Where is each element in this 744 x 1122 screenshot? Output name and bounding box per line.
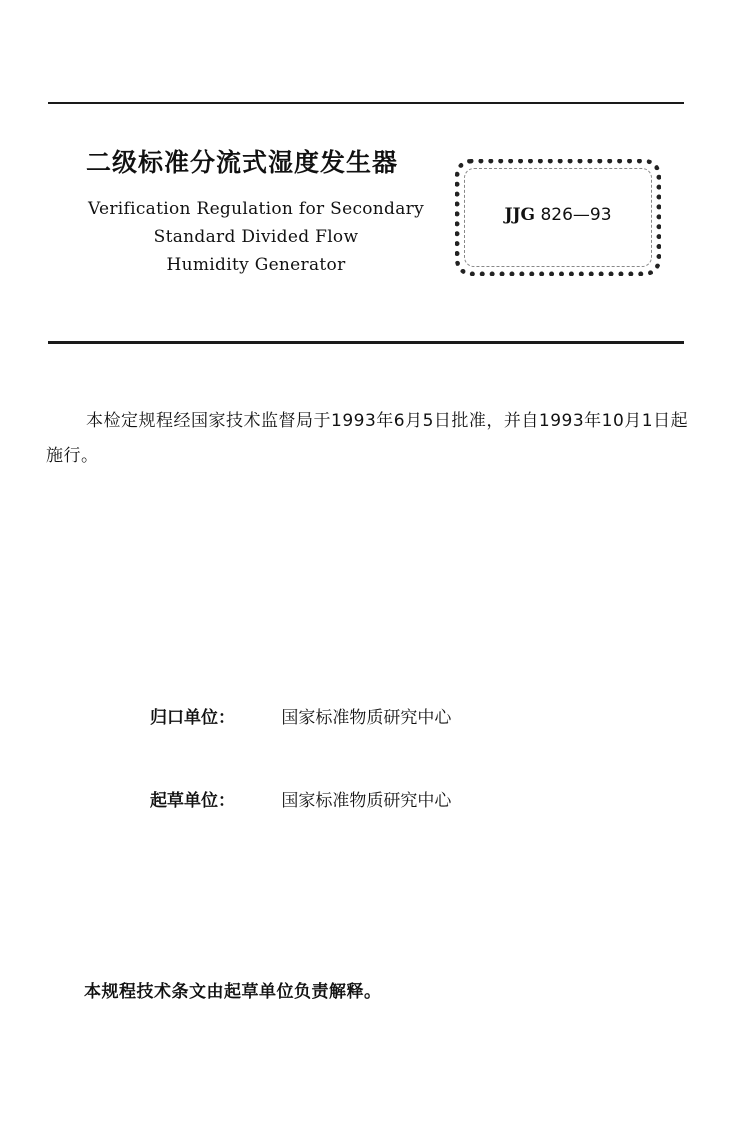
interpretation-note: 本规程技术条文由起草单位负责解释。 (84, 982, 382, 1002)
regulation-code-number: 826—93 (540, 205, 612, 225)
title-chinese: 二级标准分流式湿度发生器 (86, 148, 399, 177)
responsible-unit-row (150, 703, 451, 728)
drafting-unit-label: 起草单位： (150, 791, 235, 811)
drafting-unit-value: 国家标准物质研究中心 (281, 791, 452, 811)
top-rule (48, 102, 684, 104)
responsible-unit-label: 归口单位： (150, 708, 235, 728)
title-english (66, 195, 446, 279)
regulation-code-prefix: JJG (504, 205, 536, 225)
responsible-unit-value: 国家标准物质研究中心 (281, 708, 452, 728)
title-english-line: Standard Divided Flow (153, 227, 359, 247)
approval-statement: 本检定规程经国家技术监督局于1993年6月5日批准，并自1993年10月1日起施行。 (46, 411, 689, 466)
regulation-code (455, 205, 661, 225)
drafting-unit-row (150, 786, 451, 811)
title-english-line: Humidity Generator (166, 255, 346, 275)
bottom-rule (48, 341, 684, 344)
title-english-line: Verification Regulation for Secondary (87, 199, 425, 219)
